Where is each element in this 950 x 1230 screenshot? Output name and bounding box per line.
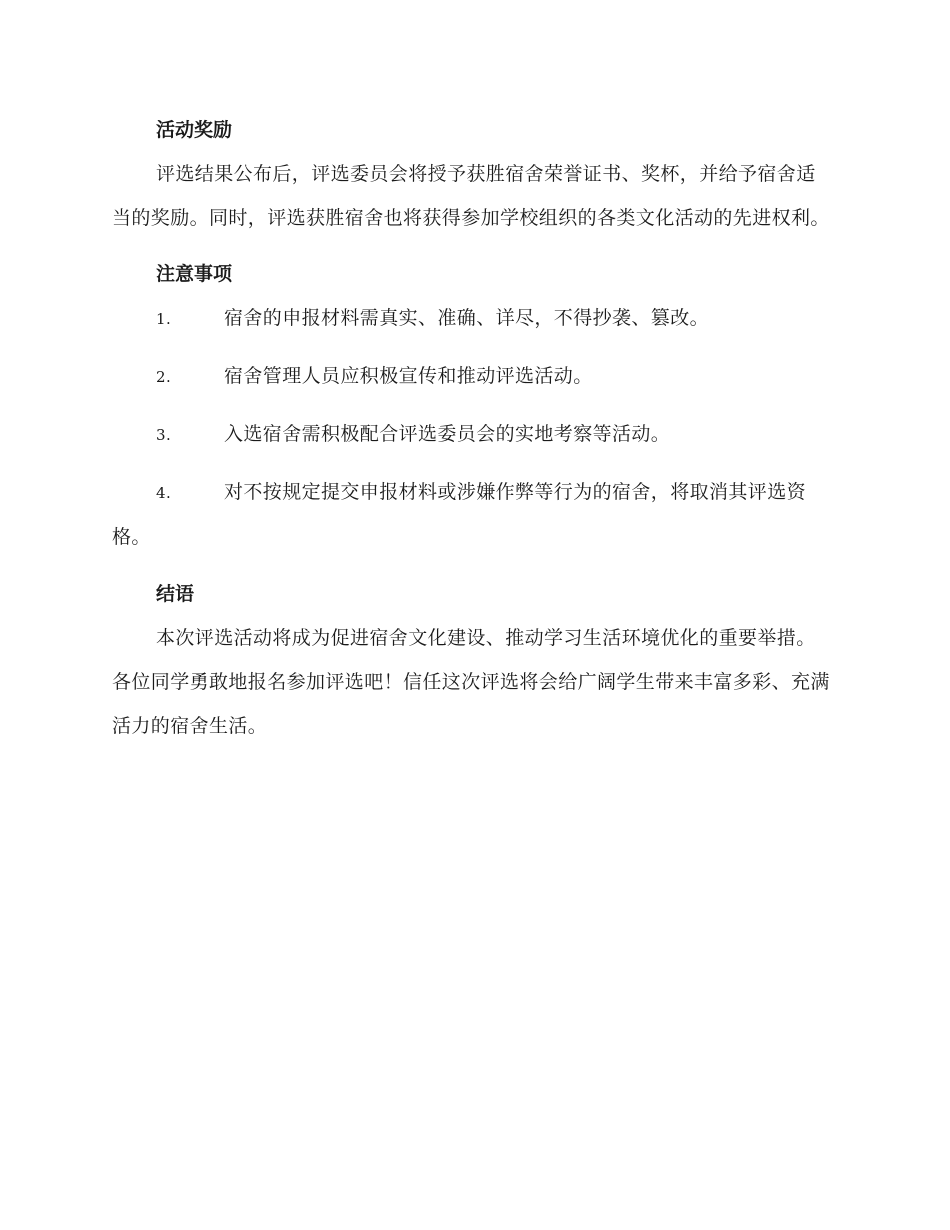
list-item-number: 2. [156, 368, 172, 386]
notes-list [112, 296, 834, 559]
list-item-text: 宿舍管理人员应积极宣传和推动评选活动。 [224, 365, 593, 387]
list-item [112, 412, 834, 457]
section-heading-conclusion: 结语 [156, 583, 195, 605]
list-item [112, 354, 834, 399]
document-page [112, 108, 834, 760]
list-item-number: 3. [156, 426, 172, 444]
section-heading-rewards: 活动奖励 [156, 119, 233, 141]
conclusion-paragraph: 本次评选活动将成为促进宿舍文化建设、推动学习生活环境优化的重要举措。各位同学勇敢地报名参加评选吧！信任这次评选将会给广阔学生带来丰富多彩、充满活力的宿舍生活。 [112, 627, 830, 737]
list-item-number: 1. [156, 310, 172, 328]
list-item [112, 470, 834, 559]
list-item-number: 4. [156, 484, 172, 502]
list-item [112, 296, 834, 341]
list-item-text: 入选宿舍需积极配合评选委员会的实地考察等活动。 [224, 423, 671, 445]
list-item-text: 对不按规定提交申报材料或涉嫌作弊等行为的宿舍，将取消其评选资格。 [112, 481, 807, 548]
rewards-paragraph: 评选结果公布后，评选委员会将授予获胜宿舍荣誉证书、奖杯，并给予宿舍适当的奖励。同时，评选获胜宿舍也将获得参加学校组织的各类文化活动的先进权利。 [112, 163, 830, 229]
list-item-text: 宿舍的申报材料需真实、准确、详尽，不得抄袭、篡改。 [224, 307, 710, 329]
section-heading-notes: 注意事项 [156, 263, 233, 285]
